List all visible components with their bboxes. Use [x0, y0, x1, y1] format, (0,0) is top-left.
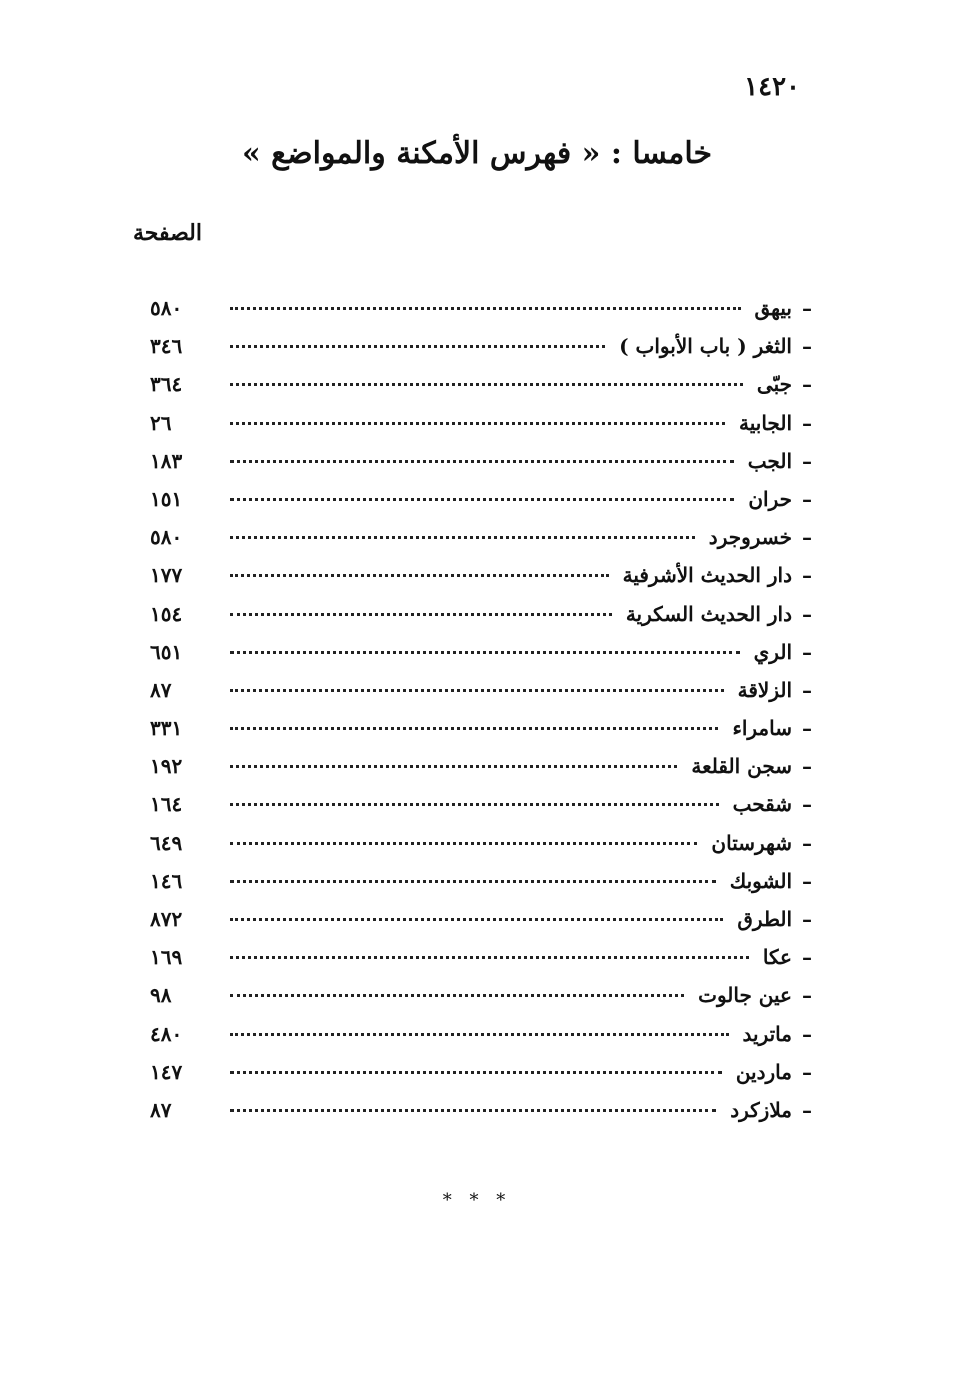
entry-page-number: ١٥٤	[150, 601, 183, 626]
dot-leader	[230, 422, 725, 425]
index-entry	[150, 1060, 822, 1098]
entry-page-number: ٦٤٩	[150, 830, 183, 855]
dot-leader	[230, 689, 724, 692]
dot-leader	[230, 460, 734, 463]
entry-dash: –	[802, 792, 812, 817]
entry-page-number: ٨٧٢	[150, 907, 183, 931]
dot-leader	[230, 1033, 729, 1036]
entry-place-name: ملازكرد	[730, 1097, 792, 1122]
entry-place-name: ماتريد	[742, 1021, 792, 1046]
entry-place-name: ماردين	[735, 1059, 792, 1084]
entry-dash: –	[802, 601, 812, 626]
entry-dash: –	[802, 907, 812, 931]
entry-dash: –	[802, 563, 812, 588]
entry-page-number: ٨٧	[150, 1097, 172, 1122]
index-entry	[150, 1022, 822, 1060]
entry-page-number: ١٦٩	[150, 945, 183, 970]
entry-place-name: دار الحديث الأشرفية	[622, 563, 792, 588]
entry-page-number: ١٩٢	[150, 754, 183, 779]
entry-dash: –	[802, 410, 812, 435]
index-entry	[150, 372, 822, 410]
entry-dash: –	[802, 296, 812, 320]
dot-leader	[230, 918, 723, 921]
entry-dash: –	[802, 754, 812, 779]
entry-place-name: سامراء	[732, 716, 792, 741]
entry-dash: –	[802, 448, 812, 473]
entry-place-name: شهرستان	[711, 830, 792, 855]
entry-dash: –	[802, 334, 812, 359]
index-entry	[150, 678, 822, 716]
entry-page-number: ١٥١	[150, 486, 183, 511]
dot-leader	[230, 727, 718, 730]
dot-leader	[230, 842, 697, 845]
entry-page-number: ٨٧	[150, 677, 172, 702]
dot-leader	[230, 765, 677, 768]
index-title: خامسا : « فهرس الأمكنة والمواضع »	[241, 136, 713, 171]
entry-place-name: الجب	[747, 448, 792, 473]
entry-page-number: ١٦٤	[150, 792, 183, 817]
dot-leader	[230, 536, 695, 539]
entry-place-name: خسروجرد	[708, 525, 792, 550]
dot-leader	[230, 803, 719, 806]
entry-dash: –	[802, 1059, 812, 1084]
entry-page-number: ١٧٧	[150, 563, 183, 588]
index-entry	[150, 831, 822, 869]
entry-place-name: الثغر ( باب الأبواب )	[619, 334, 792, 359]
entry-place-name: الجابية	[739, 410, 792, 435]
index-entry	[150, 907, 822, 945]
dot-leader	[230, 1071, 722, 1074]
page-number: ١٤٢٠	[744, 72, 800, 102]
entry-page-number: ٤٨٠	[150, 1021, 183, 1046]
index-entry	[150, 334, 822, 372]
entry-dash: –	[802, 525, 812, 550]
index-entry	[150, 716, 822, 754]
dot-leader	[230, 574, 609, 577]
entry-page-number: ١٤٧	[150, 1059, 183, 1084]
dot-leader	[230, 307, 741, 310]
index-entry	[150, 792, 822, 830]
dot-leader	[230, 498, 734, 501]
entry-place-name: عكا	[762, 945, 792, 970]
entry-dash: –	[802, 639, 812, 664]
entry-place-name: الري	[753, 639, 792, 664]
entry-place-name: الشوبك	[729, 868, 792, 893]
index-entry	[150, 487, 822, 525]
entry-place-name: الزلاقة	[737, 677, 792, 702]
index-entry	[150, 602, 822, 640]
entry-page-number: ١٨٣	[150, 448, 183, 473]
entry-place-name: سجن القلعة	[691, 754, 792, 779]
entry-page-number: ١٤٦	[150, 868, 183, 893]
entry-place-name: عين جالوت	[698, 983, 792, 1008]
entry-page-number: ٦٥١	[150, 639, 183, 664]
dot-leader	[230, 651, 740, 654]
dot-leader	[230, 1109, 716, 1112]
dot-leader	[230, 880, 716, 883]
dot-leader	[230, 613, 612, 616]
entry-page-number: ٢٦	[150, 410, 172, 435]
entry-place-name: حران	[748, 486, 792, 511]
entry-place-name: بيهق	[754, 296, 792, 320]
index-entry	[150, 869, 822, 907]
places-index-list	[150, 296, 822, 1136]
index-entry	[150, 449, 822, 487]
entry-place-name: الطرق	[737, 907, 792, 931]
index-entry	[150, 640, 822, 678]
dot-leader	[230, 956, 749, 959]
end-of-section-mark: * * *	[442, 1190, 512, 1211]
entry-dash: –	[802, 983, 812, 1008]
entry-dash: –	[802, 372, 812, 397]
entry-dash: –	[802, 677, 812, 702]
index-entry	[150, 983, 822, 1021]
entry-dash: –	[802, 486, 812, 511]
entry-place-name: دار الحديث السكرية	[625, 601, 792, 626]
index-entry	[150, 945, 822, 983]
page-column-header: الصفحة	[132, 220, 202, 246]
entry-page-number: ٥٨٠	[150, 525, 183, 550]
entry-dash: –	[802, 1021, 812, 1046]
dot-leader	[230, 383, 743, 386]
entry-page-number: ٣٤٦	[150, 334, 183, 359]
entry-dash: –	[802, 716, 812, 741]
dot-leader	[230, 345, 605, 348]
dot-leader	[230, 994, 684, 997]
entry-page-number: ٣٦٤	[150, 372, 183, 397]
index-entry	[150, 1098, 822, 1136]
entry-place-name: شقحب	[732, 792, 792, 817]
index-entry	[150, 525, 822, 563]
entry-dash: –	[802, 945, 812, 970]
entry-dash: –	[802, 830, 812, 855]
entry-place-name: جبّى	[756, 372, 792, 397]
entry-dash: –	[802, 1097, 812, 1122]
index-entry	[150, 411, 822, 449]
entry-dash: –	[802, 868, 812, 893]
index-entry	[150, 754, 822, 792]
index-entry	[150, 563, 822, 601]
entry-page-number: ٩٨	[150, 983, 172, 1008]
index-entry	[150, 296, 822, 334]
entry-page-number: ٥٨٠	[150, 296, 183, 320]
entry-page-number: ٣٣١	[150, 716, 183, 741]
